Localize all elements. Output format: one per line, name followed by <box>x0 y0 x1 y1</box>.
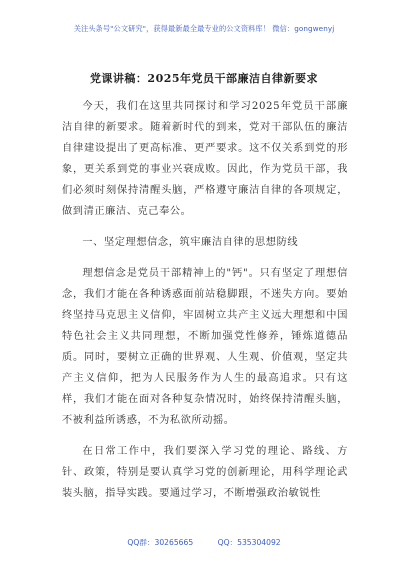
section-heading: 一、坚定理想信念，筑牢廉洁自律的思想防线 <box>82 237 299 248</box>
footer-qq-group: QQ群：30265665 <box>127 538 194 547</box>
document-title: 党课讲稿：2025年党员干部廉洁自律新要求 <box>89 72 319 85</box>
paragraph-ideals: 理想信念是党员干部精神上的"钙"。只有坚定了理想信念，我们才能在各种诱惑面前站稳脚跟，不迷失方向。要始终坚持马克思主义信仰，牢固树立共产主义远大理想和中国特色社会主义共同理想，不断加强党性修养，锤炼道德品质。同时，要树立正确的世界观、人生观、价值观，坚定共产主义信仰，把为人民服务作为人生的最高追求。只有这样，我们才能在面对各种复杂情况时，始终保持清醒头脑，不被利益所诱惑，不为私欲所动摇。 <box>62 268 348 426</box>
footer-qq: QQ：535304092 <box>217 538 281 547</box>
paragraph-daily-work: 在日常工作中，我们要深入学习党的理论、路线、方针、政策，特别是要认真学习党的创新理论，用科学理论武装头脑，指导实践。要通过学习，不断增强政治敏锐性 <box>62 446 348 499</box>
document-body <box>62 96 348 514</box>
paragraph-intro: 今天，我们在这里共同探讨和学习2025年党员干部廉洁自律的新要求。随着新时代的到来，党对干部队伍的廉洁自律建设提出了更高标准、更严要求。这不仅关系到党的形象，更关系到党的事业兴衰成败。因此，作为党员干部，我们必须时刻保持清醒头脑，严格遵守廉洁自律的各项规定，做到清正廉洁、克己奉公。 <box>62 101 348 217</box>
footer-contact <box>0 537 408 548</box>
header-banner: 关注头条号"公文研究"，获得最新最全最专业的公文资料库！ 微信：gongwenyj <box>73 24 335 33</box>
